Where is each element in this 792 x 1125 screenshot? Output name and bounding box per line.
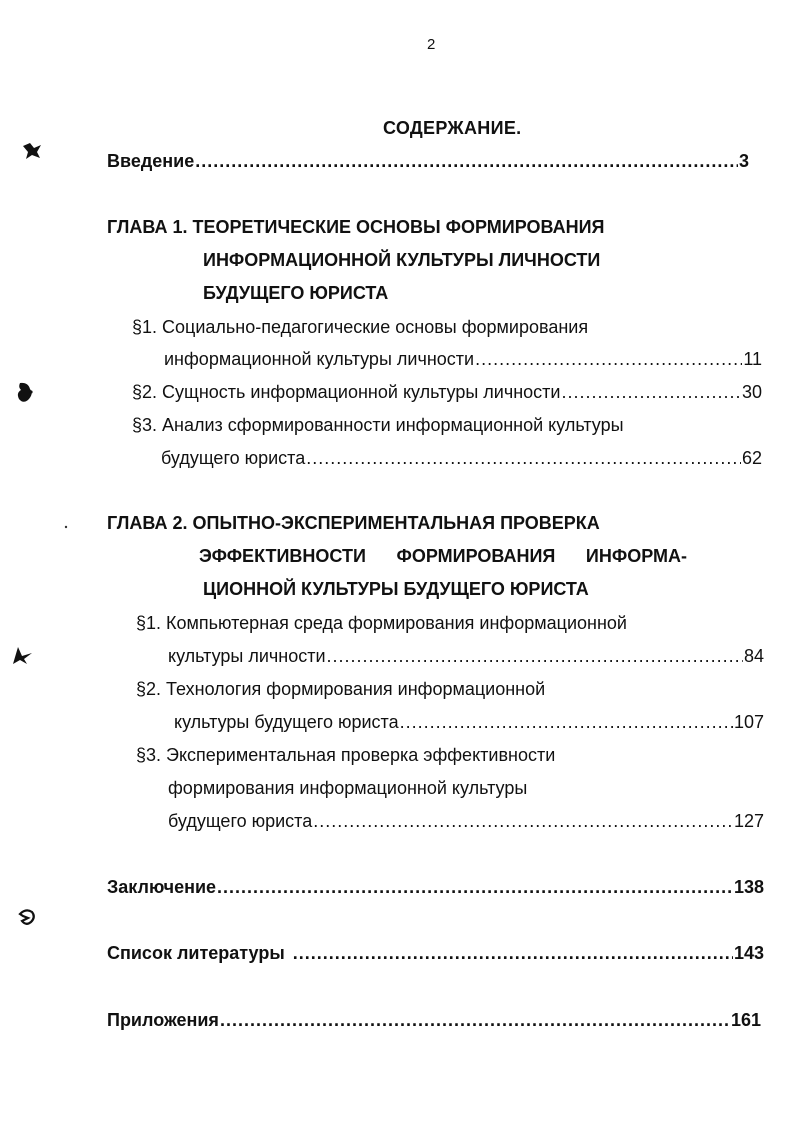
toc-entry-label: Заключение	[107, 877, 217, 897]
toc-entry-label: информационной культуры личности	[164, 349, 475, 369]
toc-entry-page: 127	[733, 811, 764, 831]
toc-entry-label: культуры будущего юриста	[174, 712, 399, 732]
chapter2-heading-word: ИНФОРМА-	[585, 546, 687, 566]
chapter2-section2-line1: §2. Технология формирования информационной	[136, 679, 546, 699]
toc-entry-label: будущего юриста	[168, 811, 313, 831]
chapter1-section3-line1: §3. Анализ сформированности информационной культуры	[132, 415, 624, 435]
toc-entry-label: §2. Сущность информационной культуры личности	[132, 382, 561, 402]
toc-entry-label: Введение	[107, 151, 195, 171]
toc-entry-page: 30	[741, 382, 762, 402]
toc-entry-page: 11	[743, 349, 762, 369]
dot-leader	[293, 943, 733, 964]
chapter1-heading-line1: ГЛАВА 1. ТЕОРЕТИЧЕСКИЕ ОСНОВЫ ФОРМИРОВАНИЯ	[107, 217, 605, 237]
chapter2-heading-line1: ГЛАВА 2. ОПЫТНО-ЭКСПЕРИМЕНТАЛЬНАЯ ПРОВЕРКА	[107, 513, 600, 533]
chapter2-section3-entry	[168, 811, 764, 832]
dot-leader	[313, 811, 733, 832]
toc-entry-references	[107, 943, 764, 964]
chapter2-section1-line1: §1. Компьютерная среда формирования информационной	[136, 613, 627, 633]
scan-mark-2	[14, 380, 36, 406]
toc-entry-page: 84	[743, 646, 764, 666]
scan-speck	[64, 525, 68, 529]
chapter1-section1-line1: §1. Социально-педагогические основы формирования	[132, 317, 589, 337]
chapter2-section2-entry	[174, 712, 764, 733]
toc-entry-label: будущего юриста	[161, 448, 306, 468]
chapter2-heading-word: ФОРМИРОВАНИЯ	[396, 546, 556, 566]
chapter2-section1-entry	[168, 646, 764, 667]
chapter1-section3-entry	[161, 448, 762, 469]
page-number: 2	[427, 36, 436, 53]
toc-entry-label: культуры личности	[168, 646, 326, 666]
scan-mark-3	[10, 644, 36, 666]
scan-mark-1	[20, 140, 44, 162]
chapter1-section2-entry	[132, 382, 762, 403]
chapter2-heading-line3: ЦИОННОЙ КУЛЬТУРЫ БУДУЩЕГО ЮРИСТА	[203, 579, 589, 599]
chapter1-section1-entry	[164, 349, 762, 370]
scan-mark-4	[16, 906, 38, 928]
dot-leader	[220, 1010, 730, 1031]
chapter2-heading-word: ЭФФЕКТИВНОСТИ	[199, 546, 366, 566]
toc-title: СОДЕРЖАНИЕ.	[383, 118, 522, 138]
dot-leader	[217, 877, 733, 898]
dot-leader	[561, 382, 740, 403]
toc-entry-intro	[107, 151, 749, 172]
toc-entry-page: 161	[730, 1010, 761, 1030]
dot-leader	[195, 151, 738, 172]
chapter1-heading-line2: ИНФОРМАЦИОННОЙ КУЛЬТУРЫ ЛИЧНОСТИ	[203, 250, 601, 270]
dot-leader	[475, 349, 742, 370]
toc-entry-label: Список литературы	[107, 943, 285, 963]
chapter2-heading-line2	[199, 546, 687, 567]
toc-entry-page: 62	[741, 448, 762, 468]
dot-leader	[306, 448, 741, 469]
toc-entry-label: Приложения	[107, 1010, 219, 1030]
toc-entry-conclusion	[107, 877, 764, 898]
chapter1-heading-line3: БУДУЩЕГО ЮРИСТА	[203, 283, 389, 303]
dot-leader	[327, 646, 743, 667]
dot-leader	[400, 712, 733, 733]
chapter2-section3-line1: §3. Экспериментальная проверка эффективности	[136, 745, 556, 765]
chapter2-section3-line2: формирования информационной культуры	[168, 778, 528, 798]
toc-entry-page: 107	[733, 712, 764, 732]
toc-entry-page: 3	[738, 151, 749, 171]
toc-entry-page: 138	[733, 877, 764, 897]
toc-entry-appendices	[107, 1010, 761, 1031]
toc-entry-page: 143	[733, 943, 764, 963]
